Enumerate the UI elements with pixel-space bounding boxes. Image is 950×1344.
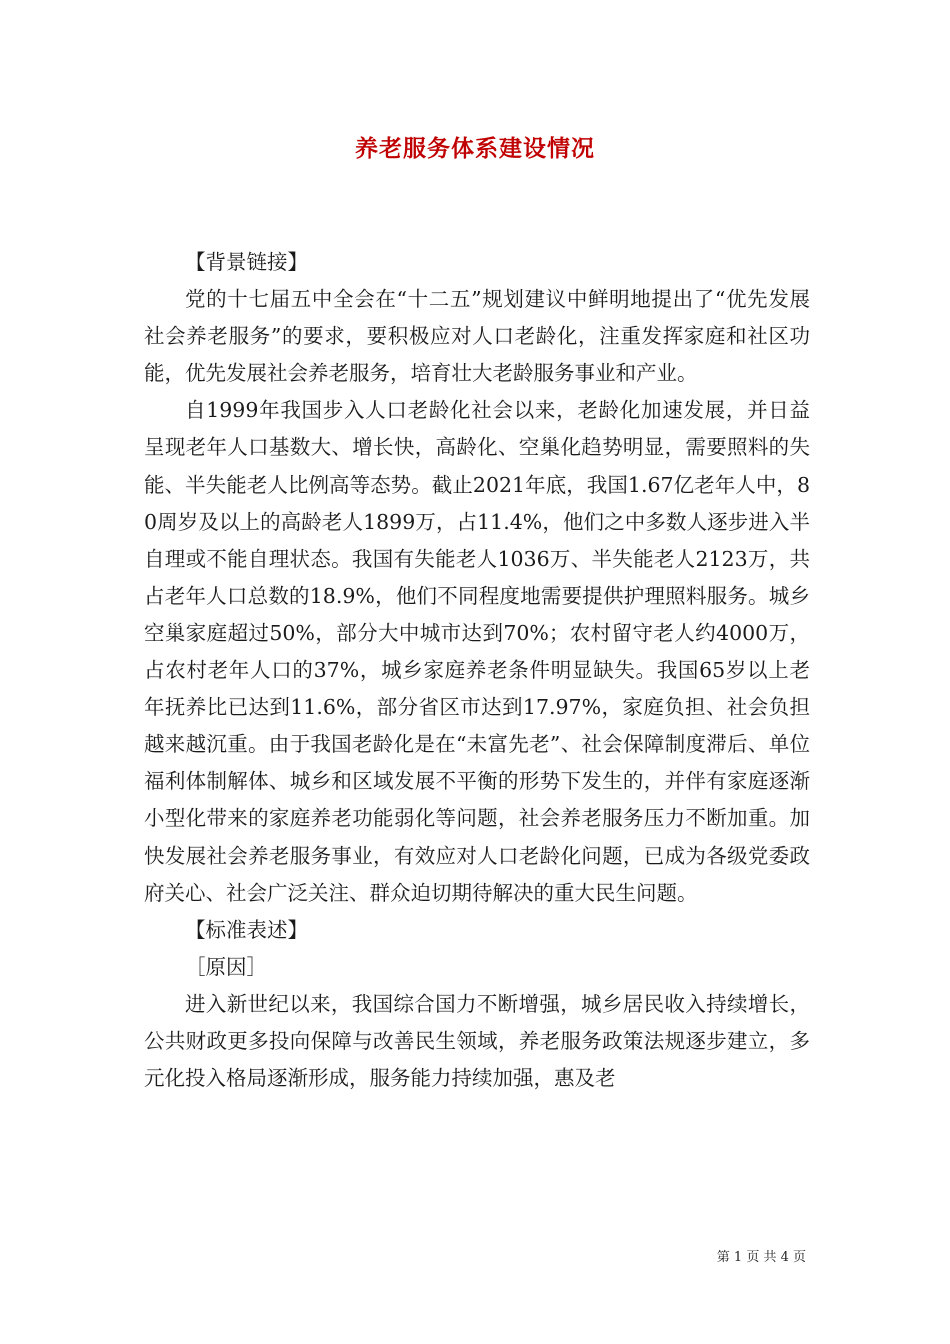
page-number: 第 1 页 共 4 页	[716, 1250, 806, 1265]
paragraph: 党的十七届五中全会在“十二五”规划建议中鲜明地提出了“优先发展社会养老服务”的要求，要积极应对人口老龄化，注重发挥家庭和社区功能，优先发展社会养老服务，培育壮大老龄服务事业和产业。	[144, 287, 810, 386]
document-body	[144, 244, 810, 1097]
section-heading-background: 【背景链接】	[185, 250, 308, 274]
paragraph: 自1999年我国步入人口老龄化社会以来，老龄化加速发展，并日益呈现老年人口基数大、增长快，高龄化、空巢化趋势明显，需要照料的失能、半失能老人比例高等态势。截止2021年底，我国1.67亿老年人中，80周岁及以上的高龄老人1899万，占11.4%，他们之中多数人逐步进入半自理或不能自理状态。我国有失能老人1036万、半失能老人2123万，共占老年人口总数的18.9%，他们不同程度地需要提供护理照料服务。城乡空巢家庭超过50%，部分大中城市达到70%；农村留守老人约4000万，占农村老年人口的37%，城乡家庭养老条件明显缺失。我国65岁以上老年抚养比已达到11.6%，部分省区市达到17.97%，家庭负担、社会负担越来越沉重。由于我国老龄化是在“未富先老”、社会保障制度滞后、单位福利体制解体、城乡和区域发展不平衡的形势下发生的，并伴有家庭逐渐小型化带来的家庭养老功能弱化等问题，社会养老服务压力不断加重。加快发展社会养老服务事业，有效应对人口老龄化问题，已成为各级党委政府关心、社会广泛关注、群众迫切期待解决的重大民生问题。	[144, 398, 810, 905]
paragraph: 进入新世纪以来，我国综合国力不断增强，城乡居民收入持续增长，公共财政更多投向保障与改善民生领域，养老服务政策法规逐步建立，多元化投入格局逐渐形成，服务能力持续加强，惠及老	[144, 991, 810, 1091]
document-title: 养老服务体系建设情况	[355, 135, 595, 162]
section-heading-standard: 【标准表述】	[185, 917, 308, 942]
subsection-heading-reason: ［原因］	[185, 954, 267, 979]
